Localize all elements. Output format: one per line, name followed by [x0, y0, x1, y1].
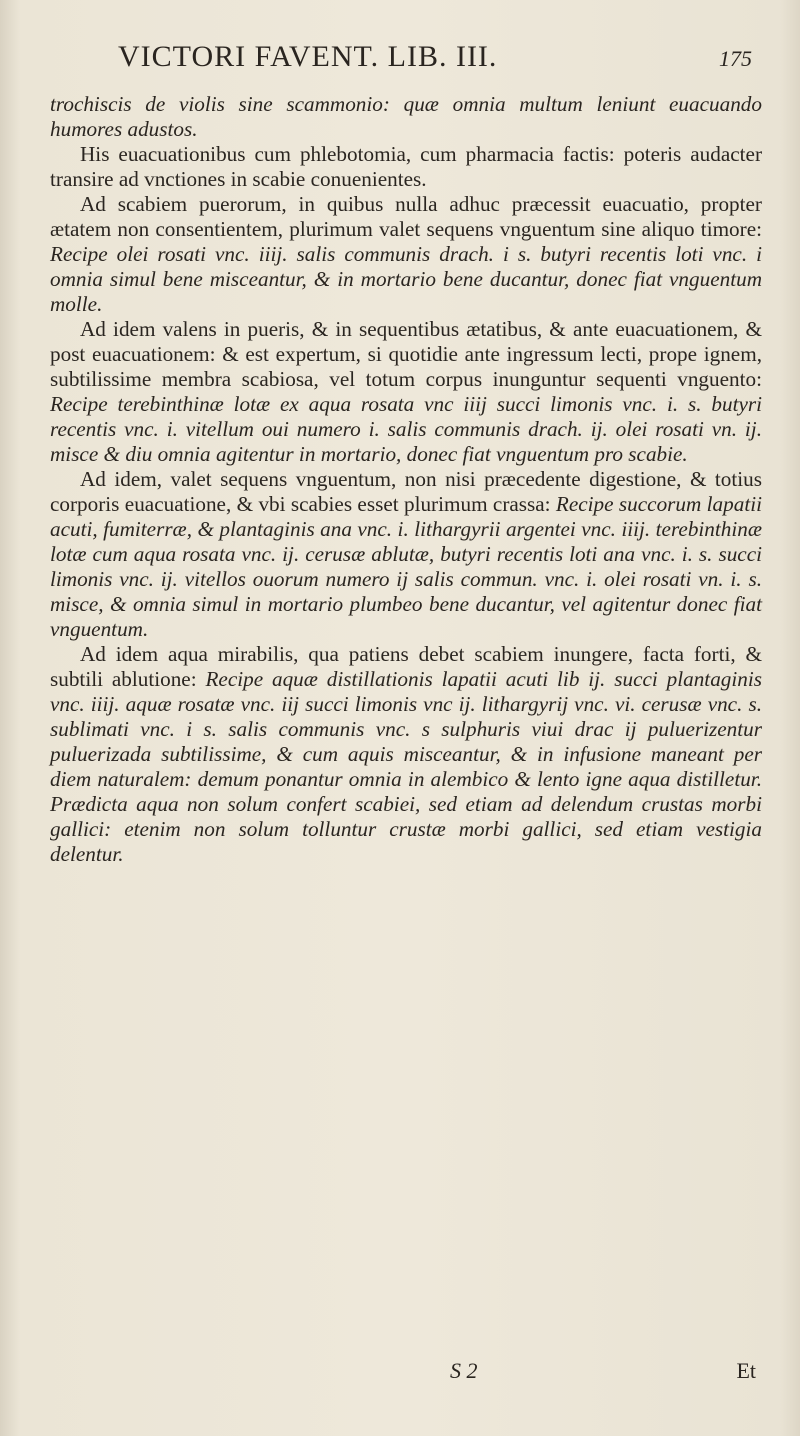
paragraph-text: His euacuationibus cum phlebotomia, cum pharmacia factis: poteris audacter transire ad vnctiones in scabie conuenientes. — [50, 142, 762, 191]
signature-mark: S 2 — [450, 1358, 478, 1383]
recipe-text: Recipe terebinthinæ lotæ ex aqua rosata vnc iiij succi limonis vnc. i. s. butyri recentis vnc. i. vitellum oui numero i. salis communis drach. ij. olei rosati vn. ij. misce & diu omnia agitentur in mortario, donec fiat vnguentum pro scabie. — [50, 392, 762, 466]
page-header — [90, 40, 760, 86]
paragraph-text: Ad idem aqua mirabilis, qua patiens debet scabiem inungere, facta forti, & subtili ablutione: — [50, 642, 762, 691]
recipe-text: Recipe succorum lapatii acuti, fumiterræ, & plantaginis ana vnc. i. lithargyrii argentei vnc. iiij. terebinthinæ lotæ cum aqua rosata vnc. ij. cerusæ ablutæ, butyri recentis loti ana vnc. i. s. succi limonis vnc. ij. vitellos ouorum numero ij salis commun. vnc. i. olei rosati vn. i. s. misce, & omnia simul in mortario plumbeo bene ducantur, vel agitentur donec fiat vnguentum. — [50, 492, 762, 641]
running-title: VICTORI FAVENT. LIB. III. — [118, 40, 498, 73]
paragraph — [50, 467, 762, 642]
paragraph — [50, 142, 762, 192]
paragraph — [50, 192, 762, 317]
paragraph — [50, 317, 762, 467]
recipe-text: trochiscis de violis sine scammonio: quæ omnia multum leniunt euacuando humores adustos. — [50, 92, 762, 141]
paragraph-text: Ad idem valens in pueris, & in sequentibus ætatibus, & ante euacuationem, & post euacuationem: & est expertum, si quotidie ante ingressum lecti, prope ignem, subtilissime membra scabiosa, vel totum corpus inunguntur sequenti vnguento: — [50, 317, 762, 391]
recipe-text: Recipe olei rosati vnc. iiij. salis communis drach. i s. butyri recentis loti vnc. i omnia simul bene misceantur, & in mortario bene ducantur, donec fiat vnguentum molle. — [50, 242, 762, 316]
recipe-text: Recipe aquæ distillationis lapatii acuti lib ij. succi plantaginis vnc. iiij. aquæ rosatæ vnc. iij succi limonis vnc ij. lithargyrij vnc. vi. cerusæ vnc. s. sublimati vnc. i s. salis communis vnc. s sulphuris viui drac ij puluerizentur puluerizada subtilissime, & cum aquis misceantur, & in infusione maneant per diem naturalem: demum ponantur omnia in alembico & lento igne aqua distilletur. Prædicta aqua non solum confert scabiei, sed etiam ad delendum crustas morbi gallici: etenim non solum tolluntur crustæ morbi gallici, sed etiam vestigia delentur. — [50, 667, 762, 866]
paragraph — [50, 642, 762, 867]
page-footer — [50, 1358, 762, 1386]
paragraph — [50, 92, 762, 142]
catchword: Et — [736, 1358, 756, 1383]
body-text — [50, 92, 762, 867]
page-number: 175 — [719, 46, 752, 71]
paragraph-text: Ad scabiem puerorum, in quibus nulla adhuc præcessit euacuatio, propter ætatem non consentientem, plurimum valet sequens vnguentum sine aliquo timore: — [50, 192, 762, 241]
paragraph-text: Ad idem, valet sequens vnguentum, non nisi præcedente digestione, & totius corporis euacuatione, & vbi scabies esset plurimum crassa: — [50, 467, 762, 516]
